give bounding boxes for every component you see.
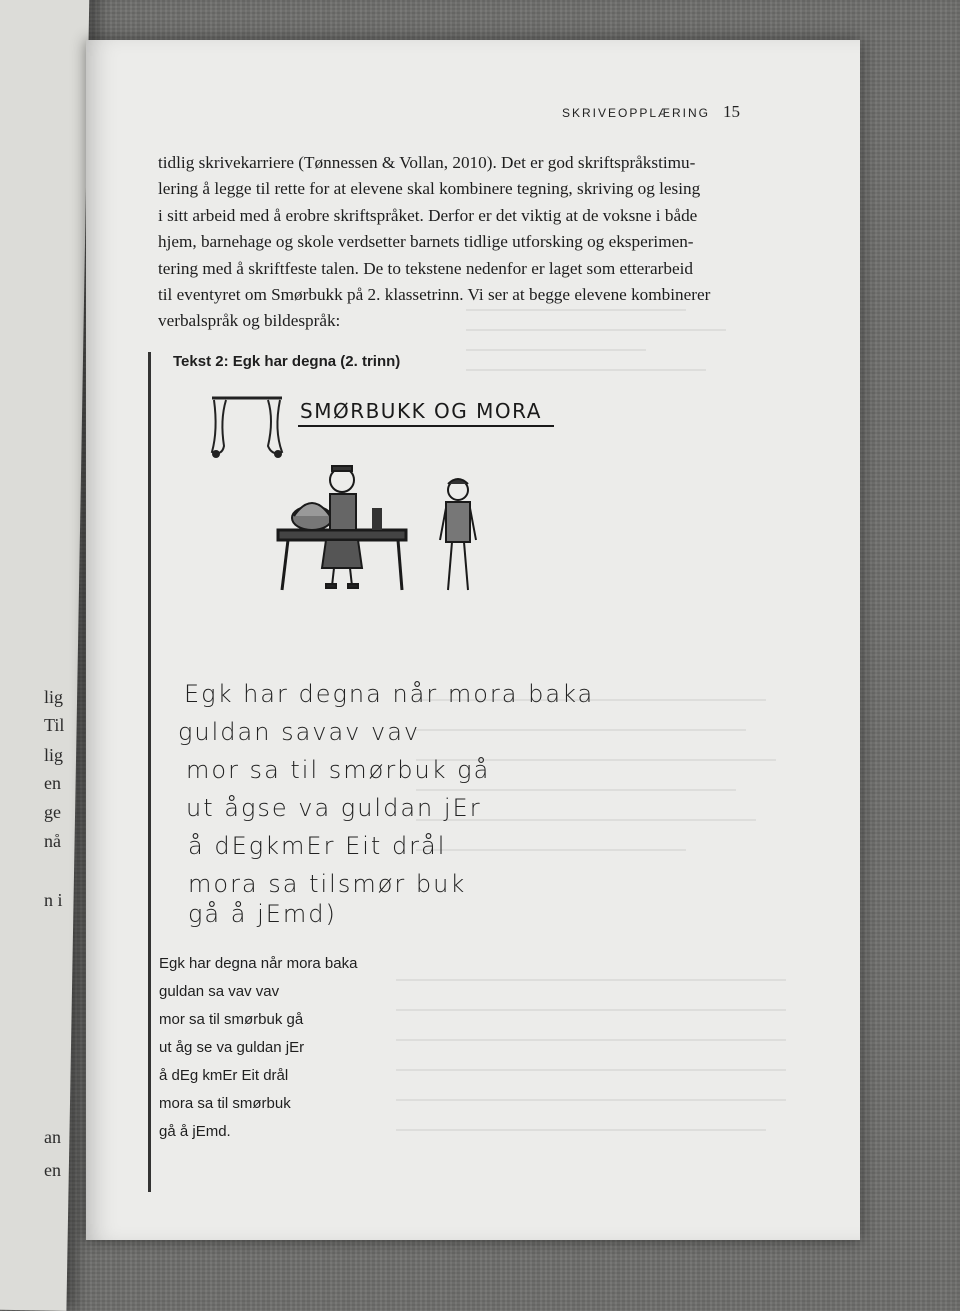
handwriting-line: gå å jEmd) xyxy=(188,900,337,928)
transcript-line: å dEg kmEr Eit drål xyxy=(159,1067,289,1084)
transcript-line: ut åg se va guldan jEr xyxy=(159,1039,305,1056)
handwriting-line: Egk har degna når mora baka xyxy=(184,680,595,708)
facing-page-fragment: en xyxy=(44,773,61,793)
body-line: lering å legge til rette for at elevene skal kombinere tegning, skriving og lesing xyxy=(158,179,701,199)
transcript-line: mora sa til smørbuk xyxy=(159,1095,291,1112)
body-line: verbalspråk og bildespråk: xyxy=(158,311,341,331)
boy-figure-icon xyxy=(440,479,476,590)
facing-page-edge xyxy=(0,0,90,1311)
jar-icon xyxy=(372,508,382,530)
drawing-title: SMØRBUKK OG MORA xyxy=(300,399,542,423)
book-page xyxy=(86,40,860,1240)
facing-page-fragment: lig xyxy=(44,687,64,707)
facing-page-fragment: nå xyxy=(44,831,61,851)
body-paragraph xyxy=(158,150,748,335)
curtain-icon xyxy=(212,398,282,457)
bowl-icon xyxy=(292,503,332,530)
handwriting-line: mora sa tilsmør buk xyxy=(188,870,467,898)
facing-page-fragment: Til xyxy=(44,715,65,735)
body-line: hjem, barnehage og skole verdsetter barnets tidlige utforsking og eksperimen- xyxy=(158,232,694,252)
handwriting-line: å dEgkmEr Eit drål xyxy=(188,832,447,860)
handwriting-line: guldan savav vav xyxy=(178,718,421,746)
facing-page-fragment: en xyxy=(44,1160,61,1180)
facing-page-fragment: ge xyxy=(44,802,61,822)
body-line: tering med å skriftfeste talen. De to tekstene nedenfor er laget som etterarbeid xyxy=(158,258,693,278)
figure-rule xyxy=(148,352,151,1192)
body-line: i sitt arbeid med å erobre skriftspråket. Derfor er det viktig at de voksne i både xyxy=(158,205,698,225)
figure-caption: Tekst 2: Egk har degna (2. trinn) xyxy=(173,353,401,370)
transcript-line: Egk har degna når mora baka xyxy=(159,955,358,972)
transcript-line: gå å jEmd. xyxy=(159,1123,231,1140)
facing-page-fragment: n i xyxy=(44,890,63,910)
running-head: SKRIVEOPPLÆRING xyxy=(561,106,710,120)
transcript-line: mor sa til smørbuk gå xyxy=(159,1011,304,1028)
facing-page-fragment: lig xyxy=(44,745,64,765)
body-line: til eventyret om Smørbukk på 2. klassetrinn. Vi ser at begge elevene kombinerer xyxy=(158,285,711,305)
page-number: 15 xyxy=(723,102,740,121)
handwriting-line: mor sa til smørbuk gå xyxy=(186,756,491,784)
transcript-line: guldan sa vav vav xyxy=(159,983,280,1000)
facing-page-fragment: an xyxy=(44,1127,61,1147)
child-drawing xyxy=(202,390,562,650)
mother-figure-icon xyxy=(322,466,362,588)
body-line: tidlig skrivekarriere (Tønnessen & Vollan, 2010). Det er god skriftspråkstimu- xyxy=(158,153,696,172)
handwriting-line: ut ågse va guldan jEr xyxy=(186,794,482,822)
transcript-block xyxy=(159,950,357,1146)
